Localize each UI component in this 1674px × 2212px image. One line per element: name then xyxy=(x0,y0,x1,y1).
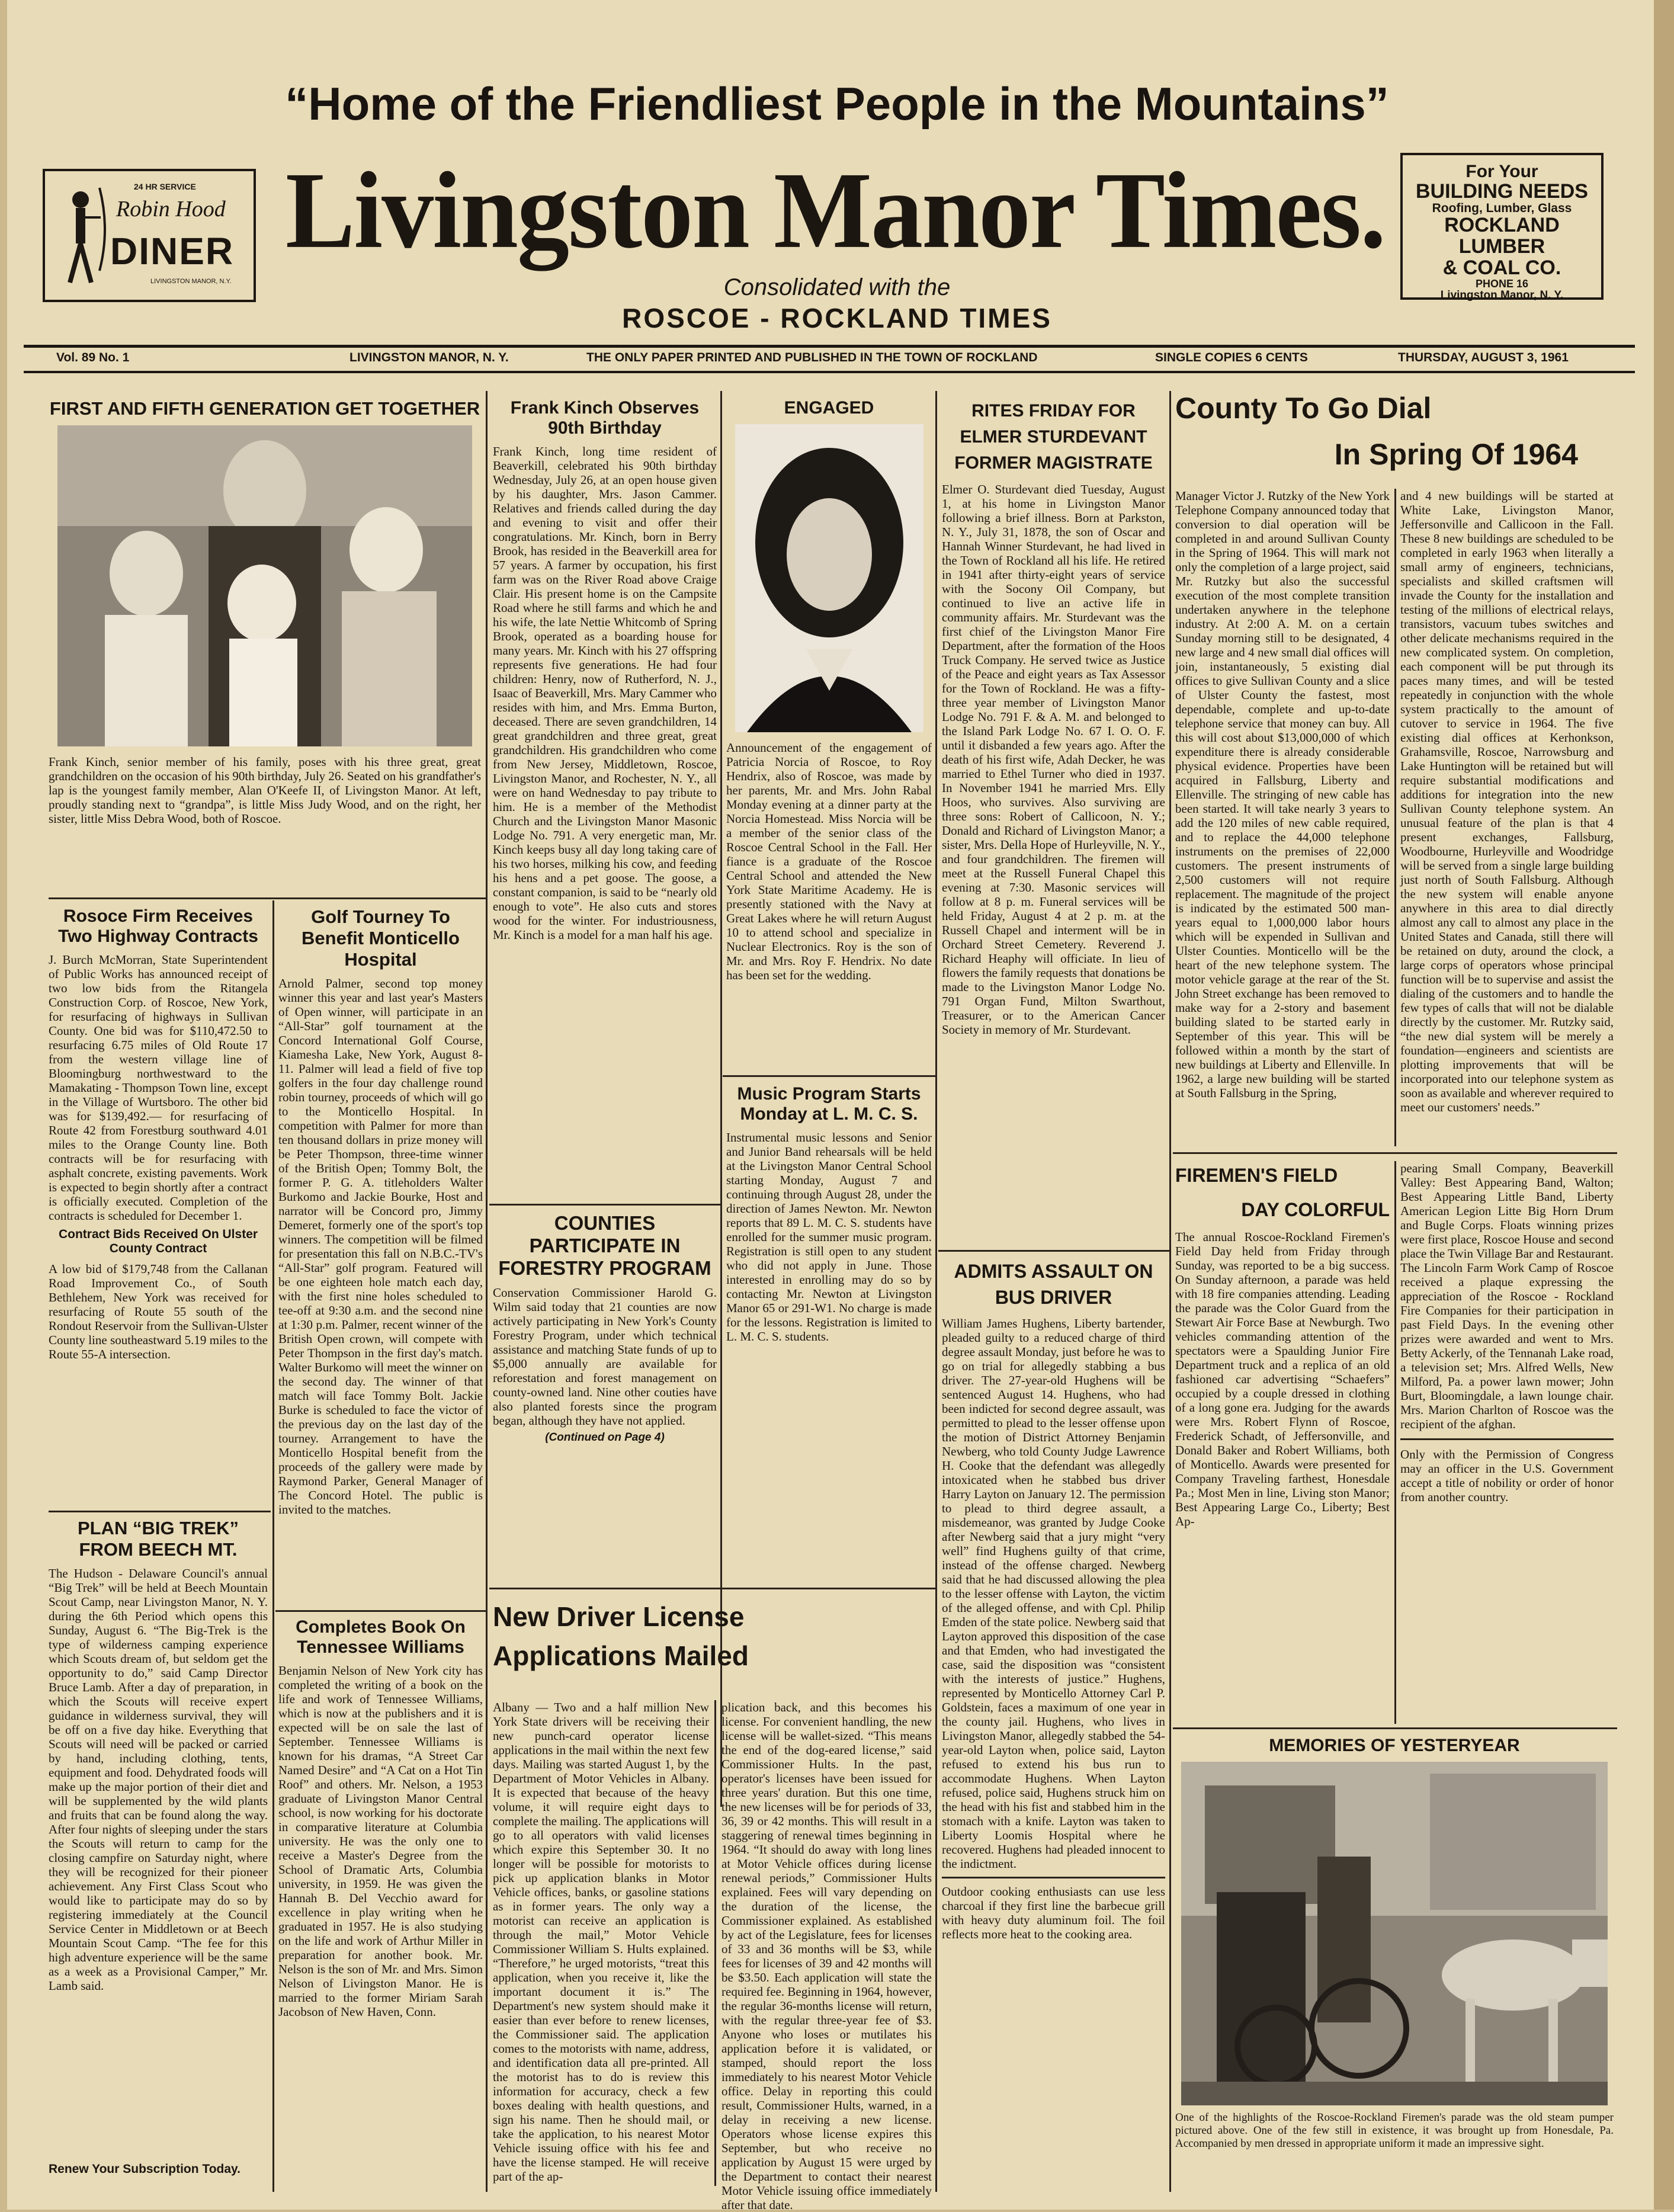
headline: FIRST AND FIFTH GENERATION GET TOGETHER xyxy=(49,398,480,419)
article-book xyxy=(278,1617,483,2186)
article-kinch xyxy=(493,398,717,1198)
ad-line: ROCKLAND LUMBER xyxy=(1444,214,1560,258)
article-body: Only with the Permission of Congress may an officer in the U.S. Government accept a title of nobility or order of honor from another country. xyxy=(1400,1447,1614,1504)
article-body: Albany — Two and a half million New York State drivers will be receiving their new punch-card operator license applications in the mail within the next few days. Mailing was started August 1, by the Department of Motor Vehicles in Albany. It is expected that because of the heavy volume, it will require eight days to complete the mailing. The applications will go to all operators with valid licenses which expire this September 30. It no longer will be possible for motorists to pick up application blanks in Motor Vehicle offices, banks, or gasoline stations as in former years. The only way a motorist can receive an application is through the mail,” Motor Vehicle Commissioner William S. Hults explained. “Therefore,” he urged motorists, “treat this application, when you receive it, like the important document it is.” The Department's new system should make it easier than ever before to renew licenses, the Commissioner said. The application comes to the motorists with name, address, and identification data all pre-printed. All the motorist has to do is review this information for accuracy, check a few boxes dealing with health questions, and sign his name. Then he should mail, or take the application, to his nearest Motor Vehicle issuing office with his fee and have the license stamped. He will receive part of the ap- xyxy=(493,1700,709,2184)
section-rule xyxy=(489,1588,935,1589)
article-firemen-col2 xyxy=(1400,1161,1614,1724)
article-assault xyxy=(942,1258,1165,2186)
article-body: Outdoor cooking enthusiasts can use less charcoal if they first line the barbecue grill with heavy duty aluminum foil. The foil reflects more heat to the cooking area. xyxy=(942,1884,1165,1941)
roscoe-rockland-line: ROSCOE - ROCKLAND TIMES xyxy=(622,303,1052,334)
ad-line: & COAL CO. xyxy=(1442,256,1561,279)
ad-line: For Your xyxy=(1465,162,1538,181)
article-body: A low bid of $179,748 from the Callanan Road Improvement Co., of South Bethlehem, New York was received for resurfacing of Route 55 south of the Rondout Reservoir from the Sullivan-Ulster County line southeastward 5.19 miles to the Route 55-A intersection. xyxy=(49,1262,268,1361)
column-rule xyxy=(714,1700,716,2186)
headline: PLAN “BIG TREK” FROM BEECH MT. xyxy=(77,1518,239,1560)
article-generation xyxy=(49,398,481,896)
section-rule xyxy=(49,897,486,899)
license-headline-box xyxy=(493,1597,934,1674)
subheadline: Contract Bids Received On Ulster County Contract xyxy=(58,1227,258,1255)
headline: In Spring Of 1964 xyxy=(1334,438,1578,471)
article-firemen-col1 xyxy=(1175,1161,1390,1724)
article-body: Arnold Palmer, second top money winner this year and last year's Masters of Open winner, will participate in an “All-Star” golf tournament at the Concord International Golf Course, Kiamesha Lake, New York, August 8-11. Palmer will lead a field of five top golfers in the four day challenge round robin tourney, proceeds of which will go to the Monticello Hospital. In competition with Palmer for more than ten thousand dollars in prize money will be Peter Thompson, three-time winner of the British Open; Tommy Bolt, the former P. G. A. titleholders Walter Burkomo and Jackie Bourke, Host and narrator will be Concord pro, Jimmy Demeret, formerly one of the sport's top winners. The competition will be filmed for presentation this fall on N.B.C.-TV's “All-Star” golf program. Featured will be one eighteen hole match each day, with the first nine holes scheduled to tee-off at 9:30 a.m. and the second nine at 1:30 p.m. Palmer, recent winner of the British Open crown, will compete with Peter Thompson in the first day's match. Walter Burkomo will meet the winner on the second day. The winner of that match will face Tommy Bolt. Jackie Burke is scheduled to face the victor of the previous day on the last day of the tourney. Arrangement to have the Monticello Hospital benefit from the proceeds of the gallery were made by Raymond Parker, General Manager of The Concord Hotel. The public is invited to the matches. xyxy=(278,976,483,1517)
dateline-place: LIVINGSTON MANOR, N. Y. xyxy=(349,351,509,364)
ad-line: PHONE 16 xyxy=(1475,278,1529,290)
article-body: Elmer O. Sturdevant died Tuesday, August 1, at his home in Livingston Manor following a brief illness. Born at Parkston, N. Y., July 31, 1878, the son of Oscar and Hannah Winner Sturdevant, he had lived in the Town of Rockland all his life. He retired in 1941 after thirty-eight years of service with the Socony Oil Company, but continued to live an active life in community affairs. Mr. Sturdevant was the first chief of the Livingston Manor Fire Department, after the formation of the Hoos Truck Company. He served twice as Justice of the Peace and eight years as Tax Assessor for the Town of Rockland. He was a fifty-three year member of Livingston Manor Lodge No. 791 F. & A. M. and belonged to the Island Park Lodge No. 67 I. O. O. F. until it disbanded a few years ago. After the death of his first wife, Adah Decker, he was married to Ethel Turner who died in 1937. In November 1941 he married Mrs. Elly Hoos, who survives. Also surviving are three sons: Robert of Callicoon, N. Y.; Donald and Richard of Livingston Manor; a sister, Mrs. Della Hope of Hurleyville, N. Y., and four grandchildren. The firemen will meet at the Russell Funeral Chapel this evening at 7:30. Masonic services will follow at 8 p. m. Funeral services will be held Friday, August 4 at 2 p. m. at the Russell Chapel and interment will be in Orchard Street Cemetery. Reverend J. Richard Heaphy will officiate. In lieu of flowers the family requests that donations be made to the Livingston Manor Lodge No. 791 Organ Fund, Milton Swarthout, Treasurer, or to the American Cancer Society in memory of Mr. Sturdevant. xyxy=(942,482,1165,1037)
headline: Completes Book On Tennessee Williams xyxy=(296,1617,466,1657)
subscription-note xyxy=(49,2162,309,2186)
dateline-date: THURSDAY, AUGUST 3, 1961 xyxy=(1398,351,1569,364)
headline: ENGAGED xyxy=(784,398,874,418)
article-body: The Hudson - Delaware Council's annual “Big Trek” will be held at Beech Mountain Scout Camp, near Livingston Manor, N. Y. during the 6th Period which opens this Sunday, August 6. “The Big-Trek is the type of wilderness camping experience which Scouts dream of, but seldom get the opportunity to do,” said Camp Director Bruce Lamb. After a day of preparation, in which the Scouts will receive expert guidance in wilderness survival, they will be off on a five day hike. Everything that Scouts will need will be packed or carried by hand, including clothing, tents, equipment and food. Dehydrated foods will make up the major portion of their diet and will be supplemented by the wild plants and fruits that can be found along the way. After four nights of sleeping under the stars the Scouts will return to camp for the closing campfire on Saturday night, where they will be recognized for their pioneer achievement. Any First Class Scout who would like to participate may do so by registering immediately at the Council Service Center in Middletown or at Beech Mountain Scout Camp. “The fee for this high adventure experience will be the same as a week as a Provisional Camper,” Mr. Lamb said. xyxy=(49,1566,268,1993)
diner-name: Robin Hood xyxy=(116,197,226,222)
section-rule xyxy=(938,1250,1169,1252)
column-rule xyxy=(1394,1161,1396,1724)
headline: Golf Tourney To Benefit Monticello Hospital xyxy=(302,906,460,970)
ad-line: Livingston Manor, N. Y. xyxy=(1440,289,1564,302)
column-rule xyxy=(1169,391,1171,2192)
dateline-slogan: THE ONLY PAPER PRINTED AND PUBLISHED IN THE TOWN OF ROCKLAND xyxy=(586,351,1038,364)
section-rule xyxy=(1400,1438,1614,1440)
column-rule xyxy=(720,391,722,1807)
diner-label: DINER xyxy=(110,230,235,273)
headline: MEMORIES OF YESTERYEAR xyxy=(1269,1736,1520,1755)
article-body: plication back, and this becomes his license. For convenient handling, the new license will be wallet-sized. “This means the end of the dog-eared license,” said Commissioner Hults. In the past, operator's licenses have been issued for three years' duration. But this one time, the new licenses will be for periods of 33, 36, 39 or 42 months. This will result in a staggering of renewal times beginning in 1964. “It should do away with long lines at Motor Vehicle offices during license renewal periods,” Commissioner Hults explained. Fees will vary depending on the duration of the license, the Commissioner explained. As established by act of the Legislature, fees for licenses of 33 and 36 months will be $3, while fees for licenses of 39 and 42 months will be $3.50. Each application will state the required fee. Beginning in 1964, however, the regular 36-months license will return, with the regular three-year fee of $3. Anyone who loses or mutilates his application before it is validated, or stamped, should report the loss immediately to his nearest Motor Vehicle office. Delay in reporting this could result, Commissioner Hults, warned, in a delay in receiving a new license. Operators whose license expires this September, but who receive no application by August 15 were urged by the Department to contact their nearest Motor Vehicle issuing office immediately after that date. xyxy=(721,1700,932,2212)
diner-hours: 24 HR SERVICE xyxy=(134,182,196,191)
column-rule xyxy=(1394,489,1396,1146)
article-body: Announcement of the engagement of Patricia Norcia of Roscoe, to Roy Hendrix, also of Roscoe, was made by her parents, Mr. and Mrs. John Rabal Monday evening at a dinner party at the Norcia Homestead. Miss Norcia will be a member of the senior class of the Roscoe Central School in the Fall. Her fiance is a graduate of the Roscoe Central School and attended the New York State Maritime Academy. He is presently stationed with the Navy at Great Lakes where he will return August 10 to attend school and specialize in Nuclear Electronics. Roy is the son of Mr. and Mrs. Roy F. Hendrix. No date has been set for the wedding. xyxy=(726,740,932,982)
section-rule xyxy=(1173,1727,1617,1729)
article-roscoe-firm xyxy=(49,906,268,1505)
article-dial-col1 xyxy=(1175,489,1390,1146)
article-body: Conservation Commissioner Harold G. Wilm said today that 21 counties are now actively participating in New York's County Forestry Program, under which technical assistance and matching State funds of up to $5,000 annually are available for reforestation and forest management on county-owned land. Nine other couties have also planted forests since the program began, although they have not applied. xyxy=(493,1285,717,1428)
section-rule xyxy=(275,1610,486,1612)
column-rule xyxy=(935,391,937,2192)
article-body: and 4 new buildings will be started at White Lake, Livingston Manor, Jeffersonville and Callicoon in the Fall. These 8 new buildings are scheduled to be completed in early 1963 when literally a small army of engineers, technicians, specialists and skilled craftsmen will invade the County for the installation and testing of the millions of electrical relays, transistors, vacuum tubes switches and other delicate mechanisms required in the new complicated system. On completion, each component will be put through its paces many times, and will be tested repeatedly in conjunction with the whole system practically to the amount of cutover to service in 1964. The five existing dial offices at Kerhonkson, Grahamsville, Roscoe, Narrowsburg and Lake Huntington will be retained but will require substantial modifications and additions for integration into the new Sullivan County telephone system. An unusual feature of the plan is that 4 present exchanges, Fallsburg, Woodbourne, Hurleyville and Woodridge will be served from a single large building just north of South Fallsburg. Although the new system will enable anyone anywhere in this area to dial directly almost any call to almost any place in the United States and Canada, still there will be retained on duty, around the clock, a large corps of operators whose principal function will be to supervise and assist the dialing of the customers and to handle the few types of calls that will not be dialable directly by the customer. Mr. Rutzky said, “the new dial system will be merely a foundation—engineers and scientists are plotting improvements that will be incorporated into our telephone system as soon as available and wherever required to meet our customers' needs.” xyxy=(1400,489,1614,1114)
headline: RITES FRIDAY FOR ELMER STURDEVANT FORMER MAGISTRATE xyxy=(954,401,1153,473)
section-rule xyxy=(1173,1152,1617,1154)
article-body: The annual Roscoe-Rockland Firemen's Field Day held from Friday through Sunday, was reported to be a big success. On Sunday afternoon, a parade was held with 18 fire companies attending. Leading the parade was the Color Guard from the Stewart Air Force Base at Newburgh. Two vehicles commanding attention of the spectators were a Spaulding Junior Fire Department truck and a replica of an old fashioned car advertising “Schaefers” occupied by a couple dressed in clothing of a long gone era. Judging for the awards were Mrs. Robert Flynn of Roscoe, Frederick Schadt, of Jeffersonville, and Donald Baker and Robert Williams, both of Monticello. Awards were presented for Company Traveling farthest, Honesdale Pa.; Most Men in line, Living ston Manor; Best Appearing Large Co., Liberty; Best Ap- xyxy=(1175,1230,1390,1528)
section-rule xyxy=(942,1877,1165,1878)
article-body: William James Hughens, Liberty bartender, pleaded guilty to a reduced charge of third degree assault Monday, just before he was to go on trial for allegedly stabbing a bus driver. The 27-year-old Hughens will be sentenced August 14. Hughens, who had been indicted for second degree assault, was permitted to plead to the lesser offense upon the motion of District Attorney Benjamin Newberg, who told County Judge Lawrence H. Cooke that the defendant was allegedly intoxicated when he stabbed bus driver Harry Layton on January 12. The permission to plead to third degree assault, a misdemeanor, was granted by Judge Cooke after Newberg said that a jury might “very well” find Hughens guilty of that crime, instead of the offense charged. Newberg said that he had discussed allowing the plea to the lesser offense with Layton, the victim of the alleged offense, and with Cpl. Philip Emden of the state police. Newberg said that Layton approved this disposition of the case and that Emden, who had investigated the case, said the disposition was “consistent with the interests of justice.” Hughens, represented by Monticello Attorney Carl P. Goldstein, faces a maximum of one year in the county jail. Hughens, who lives in Livingston Manor, allegedly stabbed the 54-year-old Layton when, police said, Layton refused to extend his bus run to accommodate Hughens. When Layton refused, police said, Hughens struck him on the head with his fist and stabbed him in the stomach with a knife. Layton was taken to Liberty Loomis Hospital where he recovered. Hughens had pleaded innocent to the indictment. xyxy=(942,1316,1165,1871)
article-engaged xyxy=(726,398,932,1067)
headline: FIREMEN'S FIELD xyxy=(1175,1165,1338,1186)
section-rule xyxy=(723,1075,935,1077)
headline: DAY COLORFUL xyxy=(1241,1199,1390,1220)
article-memories xyxy=(1175,1736,1614,2186)
volume-number: Vol. 89 No. 1 xyxy=(56,351,130,364)
headline: Music Program Starts Monday at L. M. C. S. xyxy=(737,1084,921,1124)
dial-headline-box xyxy=(1175,388,1614,477)
headline: Rosoce Firm Receives Two Highway Contracts xyxy=(58,906,258,946)
engagement-portrait xyxy=(735,424,923,732)
dateline-rule-top xyxy=(24,345,1635,348)
ad-line: BUILDING NEEDS xyxy=(1416,179,1588,203)
headline: ADMITS ASSAULT ON BUS DRIVER xyxy=(954,1261,1153,1308)
steam-pumper-photo xyxy=(1181,1762,1608,2105)
dateline-rule-bottom xyxy=(24,371,1635,373)
article-dial-col2 xyxy=(1400,489,1614,1146)
photo-caption: Frank Kinch, senior member of his family, poses with his three great, great grandchildren on the occasion of his 90th birthday, July 26. Seated on his grandfather's lap is the youngest family member, Alan O'Keefe II, of Livingston Manor. At left, proudly standing next to “grandpa”, is little Miss Judy Wood, and on the right, her sister, little Miss Debra Wood, both of Roscoe. xyxy=(49,755,481,826)
column-rule xyxy=(272,900,274,2192)
headline: COUNTIES PARTICIPATE IN FORESTRY PROGRAM xyxy=(498,1212,711,1279)
column-rule xyxy=(486,391,488,2192)
article-body: J. Burch McMorran, State Superintendent of Public Works has announced receipt of two low bids from the Ritangela Construction Corp. of Roscoe, New York, for resurfacing of highways in Sullivan County. One bid was for $110,472.50 to resurfacing 6.75 miles of Old Route 17 from the western village line of Bloomingburg northwestward to the Mamakating - Thompson Town line, except in the Village of Wurtsboro. The other bid was for $139,492.— for resurfacing of Route 42 from Forestburg southward 4.01 miles to the Orange County line. Both contracts will be for resurfacing with asphalt concrete, existing pavements. Work is expected to begin shortly after a contract is officially executed. Completion of the contracts is scheduled for December 1. xyxy=(49,953,268,1223)
generation-photo xyxy=(57,425,472,746)
ad-line: Roofing, Lumber, Glass xyxy=(1432,201,1572,216)
continued-note: (Continued on Page 4) xyxy=(545,1431,665,1444)
headline: County To Go Dial xyxy=(1175,392,1432,425)
section-rule xyxy=(49,1511,271,1512)
article-license-col1 xyxy=(493,1700,709,2186)
article-body: pearing Small Company, Beaverkill Valley: Best Appearing Band, Walton; Best Appearing Little Band, Liberty American Legion Litte Big Horn Drum and Bugle Corps. Floats winning prizes were first place, Roscoe House and second place the Twin Village Bar and Restaurant. The Lincoln Farm Work Camp of Roscoe received a plaque expressing the appreciation of the Roscoe - Rockland Fire Companies for their participation in past Field Days. In the evening other prizes were awarded and went to Mrs. Betty Ackerly, of the Tennanah Lake road, a television set; Mrs. Alfred Wells, New Milford, Pa. a power lawn mower; John Burt, Bloomingdale, a lawn lounge chair. Mrs. Marion Charlton of Roscoe was the recipient of the afghan. xyxy=(1400,1161,1614,1431)
section-rule xyxy=(489,1204,720,1206)
article-forestry xyxy=(493,1212,717,1579)
article-license-col2 xyxy=(721,1700,932,2212)
article-body: Instrumental music lessons and Senior and Junior Band rehearsals will be held at the Livingston Manor Central School starting Monday, August 7 and continuing through August 28, under the direction of James Newton. Mr. Newton reports that 89 L. M. C. S. students have enrolled for the summer music program. Registration is still open to any student who did not apply in June. Those interested in enrolling may do so by contacting Mr. Newton at Livingston Manor 65 or 291-W1. No charge is made for the lessons. Registration is limited to L. M. C. S. students. xyxy=(726,1130,932,1344)
consolidated-line: Consolidated with the xyxy=(723,274,951,300)
photo-caption: One of the highlights of the Roscoe-Rockland Firemen's parade was the old steam pumper pictured above. One of the few still in existence, it was brought up from Honesdale, Pa. Accompanied by men dressed in appropriate uniform it made an impressive sight. xyxy=(1175,2111,1614,2150)
headline: Frank Kinch Observes 90th Birthday xyxy=(510,398,700,438)
footer-text: Renew Your Subscription Today. xyxy=(49,2162,240,2176)
article-body: Manager Victor J. Rutzky of the New York Telephone Company announced today that conversion to dial operation will be completed in and around Sullivan County in the Spring of 1964. This will mark not only the completion of a large project, said Mr. Rutzky but also the successful execution of the most complete transition undertaken anywhere in the telephone industry. At 2:00 A. M. on a certain Sunday morning still to be designated, 4 new large and 4 new small dial offices will join, instantaneously, 5 existing dial offices to give Sullivan County and a slice of Ulster County the fastest, most dependable, complete and up-to-date telephone service that money can buy. All this will cost about $13,000,000 of which expenditure there is already considerable physical evidence. Properties have been acquired in Fallsburg, Liberty and Ellenville. The stringing of new cable has been started. It will take nearly 3 years to add the 120 miles of new cable required, and to replace the 44,000 telephone instruments on the premises of 22,000 customers. The present instruments of 2,500 customers will not require replacement. The magnitude of the project is indicated by the estimated 500 man-years equal to 1,000,000 labor hours which will be expended in Sullivan and Ulster Counties. Monticello will be the heart of the new telephone system. The motor vehicle garage at the rear of the St. John Street exchange has been removed to make way for a 2-story and basement building slated to be started early in September of this year. This will be followed within a month by the start of new buildings at Liberty and Ellenville. In 1962, a large new building will be started at South Fallsburg in the Spring, xyxy=(1175,489,1390,1100)
article-music xyxy=(726,1084,932,1558)
article-rites xyxy=(942,398,1165,1245)
diner-location: LIVINGSTON MANOR, N.Y. xyxy=(150,278,232,285)
headline: New Driver License Applications Mailed xyxy=(493,1601,749,1671)
tagline: “Home of the Friendliest People in the Mountains” xyxy=(285,78,1389,130)
article-big-trek xyxy=(49,1518,268,2157)
dateline-price: SINGLE COPIES 6 CENTS xyxy=(1155,351,1308,364)
article-body: Benjamin Nelson of New York city has completed the writing of a book on the life and work of Tennessee Williams, which is now at the publishers and it is expected will be on sale the last of September. Tennessee Williams is known for his dramas, “A Street Car Named Desire” and “A Cat on a Hot Tin Roof” and others. Mr. Nelson, a 1953 graduate of Livingston Manor Central school, is now working for his doctorate in comparative literature at Columbia university. He was the only one to receive a Master's Degree from the School of Dramatic Arts, Columbia university, in 1959. He was given the Hannah B. Del Vecchio award for excellence in play writing when he graduated in 1957. He is also studying on the life and work of Arthur Miller in preparation for another book. Mr. Nelson is the son of Mr. and Mrs. Simon Nelson of Livingston Manor. He is married to the former Miriam Sarah Jacobson of New Haven, Conn. xyxy=(278,1663,483,2019)
article-golf xyxy=(278,906,483,1605)
article-body: Frank Kinch, long time resident of Beaverkill, celebrated his 90th birthday Wednesday, July 26, at an open house given by his daughter, Mrs. Jason Cammer. Relatives and friends called during the day and evening to visit and offer their congratulations. Mr. Kinch, born in Berry Brook, has resided in the Beaverkill area for 57 years. A farmer by occupation, his first farm was on the River Road above Craige Clair. His present home is on the Campsite Road where he still farms and which he and his wife, the late Nettie Whitcomb of Spring Brook, operated as a boarding house for many years. Mr. Kinch with his 27 offspring represents five generations. He had four children: Henry, now of Rutherford, N. J., Isaac of Beaverkill, Mrs. Mary Cammer who resides with him, and Mrs. Emma Burton, deceased. There are seven grandchildren, 14 great grandchildren and three great, great grandchildren. His grandchildren who come from New Jersey, Middletown, Roscoe, Livingston Manor, and Rochester, N. Y., all were on hand Wednesday to pay tribute to him. He is a member of the Methodist Church and the Livingston Manor Masonic Lodge No. 791. A very energetic man, Mr. Kinch keeps busy all day long taking care of his two horses, milking his cow, and feeding his hens and a pet goose. The goose, a constant companion, is said to be “nearly old enough to vote”. He also cuts and stores wood for the winter. For industriousness, Mr. Kinch is a model for a man half his age. xyxy=(493,444,717,942)
newspaper-title: Livingston Manor Times. xyxy=(285,150,1386,271)
